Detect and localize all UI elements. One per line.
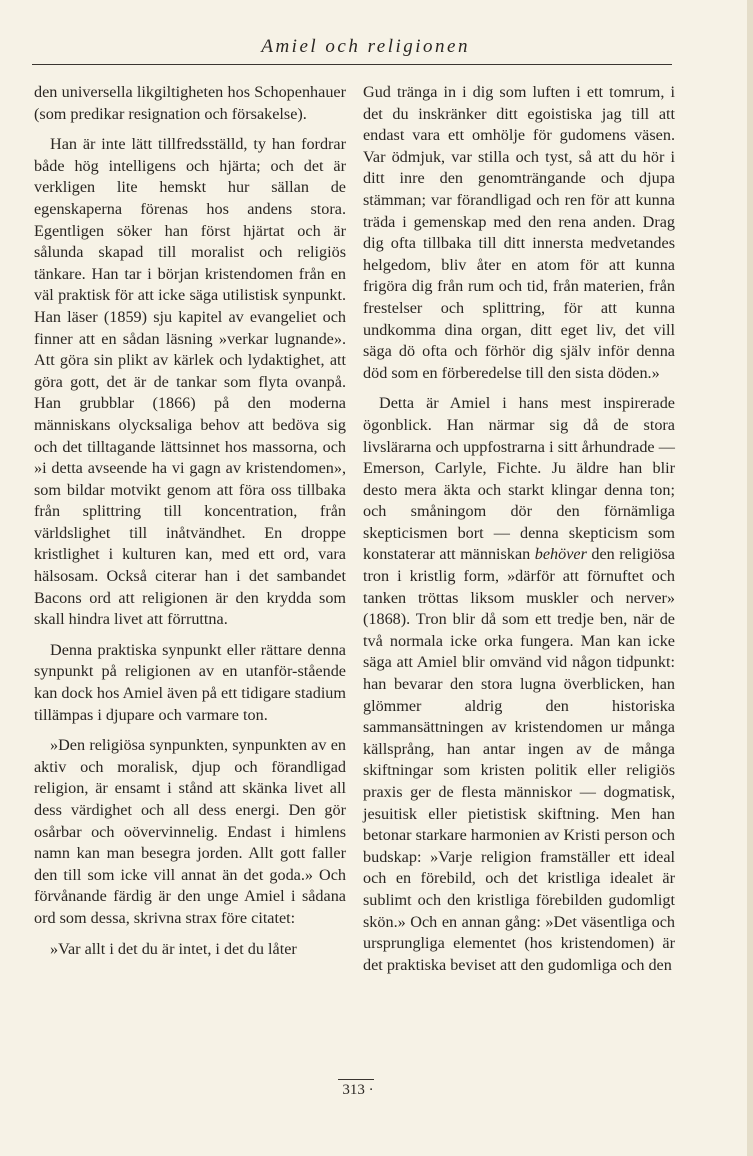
paragraph: »Var allt i det du är intet, i det du låter [50,939,297,958]
page-number: 313 · [342,1082,374,1098]
running-title: Amiel och religionen [261,36,470,57]
paragraph-text: den religiösa tron i kristlig form, »därför att förnuftet och tanken tröttas liksom muskler och nerver» (1868). Tron blir då som ett tredje ben, när de två normala icke orka fungera. Man kan icke säga att Amiel blir omvänd vid någon tidpunkt: han bevarar den stora lugna överblicken, han glömmer aldrig den historiska sammansättningen av kristendomen ur många källsprång, han antar ingen av de många skiftningar som kristen politik eller religiös praxis ger de flesta människor — dogmatisk, jesuitisk eller pietistisk skiftning. Men han betonar starkare harmonien av Kristi person och budskap: »Varje religion framställer ett ideal och en förebild, och det kristliga idealet är sublimt och den kristliga förebilden gudomligt skön.» Och en annan gång: »Det väsentliga och ursprungliga elementet (hos kristendomen) är det praktiska beviset att den gudomliga och den [363,545,675,974]
emphasis: behöver [534,545,587,564]
page-edge [747,0,753,1156]
footer-rule [338,1079,374,1080]
paragraph: Han är inte lätt tillfredsställd, ty han fordrar både hög intelligens och hjärta; och det är verkligen lite hemskt hur sällan de egenskaperna förenas hos andens stora. Egentligen söker han först hjärtat och är sålunda skapad till moralist och religiös tänkare. Han tar i början kristendomen från en väl praktisk för att icke säga utilistisk synpunkt. Han läser (1859) sju kapitel av evangeliet och finner att en sådan läsning »verkar lugnande». Att göra sin plikt av kärlek och lydaktighet, att göra gott, det är de tankar som flyta ovanpå. Han grubblar (1866) på den moderna människans olycksaliga behov att bedöva sig och det tilltagande lättsinnet hos massorna, och »i detta avseende ha vi gagn av kristendomen», som bildar motvikt genom att föra oss tillbaka från splittring till koncentration, från världslighet till inåtvändhet. En droppe kristlighet i kulturen kan, med ett ord, vara hälsosam. Också citerar han i det sambandet Bacons ord att religionen är den krydda som skall hindra livet att förruttna. [34,135,346,629]
paragraph: den universella likgiltigheten hos Schopenhauer (som predikar resignation och försakelse). [34,83,346,123]
paragraph-text: Detta är Amiel i hans mest inspirerade ögonblick. Han närmar sig då de stora livslärarna och uppfostrarna i sitt århundrade — Emerson, Carlyle, Fichte. Ju äldre han blir desto mera äkta och starkt klingar denna ton; och småningom dör den förnämliga skepticismen bort — denna skepticism som konstaterar att människan [363,394,675,564]
left-column [34,82,346,969]
paragraph: Gud tränga in i dig som luften i ett tomrum, i det du inskränker ditt egoistiska jag till att endast vara ett omhölje för gudomens väsen. Var ödmjuk, var stilla och tyst, så att du hör i ditt inre den genomträngande och djupa stämman; var förandligad och ren för att kunna träda i gemenskap med den rena anden. Drag dig ofta tillbaka till ditt innersta medvetandes helgedom, bliv åter en atom för att kunna frigöra dig från rum och tid, från materien, från frestelser och splittring, för att kunna undkomma dina organ, ditt eget liv, det vill säga dö ofta och förhör dig själv inför denna död som en förberedelse till den sista döden.» [363,83,675,382]
right-column [363,82,675,985]
paragraph: Denna praktiska synpunkt eller rättare denna synpunkt på religionen av en utanför-stående kan dock hos Amiel även på ett tidigare stadium tillämpas i djupare och varmare ton. [34,640,346,724]
paragraph [363,393,675,976]
paragraph: »Den religiösa synpunkten, synpunkten av en aktiv och moralisk, djup och förandligad religion, är ensamt i stånd att skänka livet all dess värdighet och all dess energi. Den gör osårbar och oövervinnelig. Endast i himlens namn kan man besegra jorden. Allt gott faller den till som icke vill annat än det goda.» Och förvånande färdig är den unge Amiel i sådana ord som dessa, skrivna strax före citatet: [34,736,346,927]
header-rule [32,64,672,65]
